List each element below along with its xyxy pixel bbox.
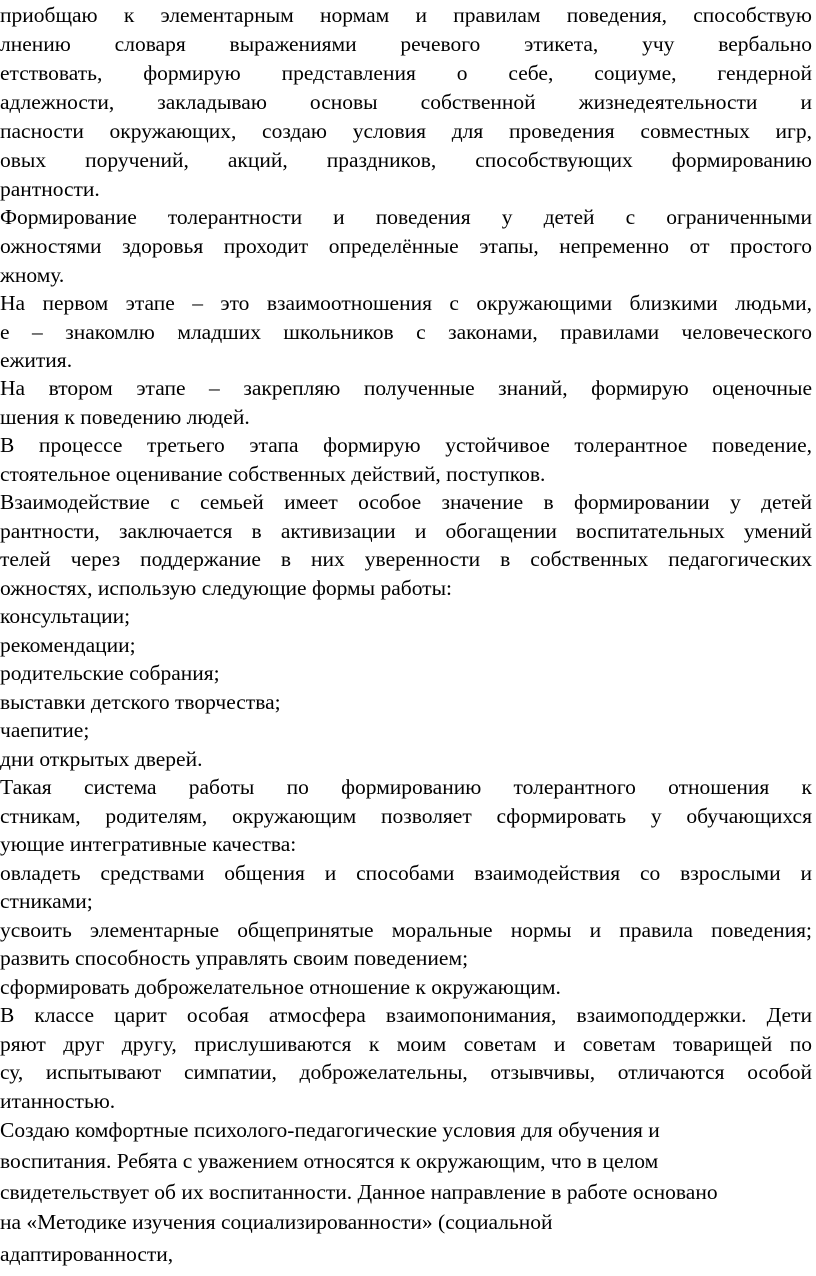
text-line: На первом этапе – это взаимоотношения с окружающими близкими людьми, xyxy=(0,291,812,315)
text-line: пасности окружающих, создаю условия для проведения совместных игр, xyxy=(0,119,812,143)
list-item: родительские собрания; xyxy=(0,661,220,685)
text-line: Формирование толерантности и поведения у детей с ограниченными xyxy=(0,205,812,229)
list-item: дни открытых дверей. xyxy=(0,747,203,771)
list-item: овладеть средствами общения и способами взаимодействия со взрослыми и xyxy=(0,861,812,885)
text-line: етствовать, формирую представления о себе, социуме, гендерной xyxy=(0,61,812,85)
list-item: консультации; xyxy=(0,604,131,628)
text-line: Такая система работы по формированию толерантного отношения к xyxy=(0,775,812,799)
list-item: стниками; xyxy=(0,889,93,913)
list-item: усвоить элементарные общепринятые моральные нормы и правила поведения; xyxy=(0,918,812,942)
text-line: ряют друг другу, прислушиваются к моим советам и советам товарищей по xyxy=(0,1032,812,1056)
text-line: Взаимодействие с семьей имеет особое значение в формировании у детей xyxy=(0,490,812,514)
text-line: рантности. xyxy=(0,177,100,201)
list-item: выставки детского творчества; xyxy=(0,690,281,714)
list-item: сформировать доброжелательное отношение к окружающим. xyxy=(0,975,561,999)
text-line: адлежности, закладываю основы собственной жизнедеятельности и xyxy=(0,90,812,114)
text-line: На втором этапе – закрепляю полученные знаний, формирую оценочные xyxy=(0,376,812,400)
text-line: Создаю комфортные психолого-педагогические условия для обучения и xyxy=(0,1118,660,1142)
text-line: на «Методике изучения социализированности» (социальной xyxy=(0,1210,553,1234)
text-line: В процессе третьего этапа формирую устойчивое толерантное поведение, xyxy=(0,433,812,457)
text-line: приобщаю к элементарным нормам и правилам поведения, способствую xyxy=(0,3,812,27)
text-line: шения к поведению людей. xyxy=(0,405,250,429)
text-line: рантности, заключается в активизации и обогащении воспитательных умений xyxy=(0,519,812,543)
text-line: су, испытывают симпатии, доброжелательны, отзывчивы, отличаются особой xyxy=(0,1060,812,1084)
text-line: свидетельствует об их воспитанности. Данное направление в работе основано xyxy=(0,1180,718,1204)
text-line: овых поручений, акций, праздников, способствующих формированию xyxy=(0,148,812,172)
text-line: е – знакомлю младших школьников с законами, правилами человеческого xyxy=(0,320,812,344)
text-line: стникам, родителям, окружающим позволяет сформировать у обучающихся xyxy=(0,804,812,828)
text-line: адаптированности, xyxy=(0,1242,174,1266)
text-line: лнению словаря выражениями речевого этикета, учу вербально xyxy=(0,32,812,56)
text-line: итанностью. xyxy=(0,1089,116,1113)
list-item: развить способность управлять своим поведением; xyxy=(0,946,469,970)
text-line: воспитания. Ребята с уважением относятся к окружающим, что в целом xyxy=(0,1149,659,1173)
text-line: ующие интегративные качества: xyxy=(0,832,297,856)
list-item: чаепитие; xyxy=(0,718,90,742)
text-line: жному. xyxy=(0,263,65,287)
text-line: телей через поддержание в них уверенности в собственных педагогических xyxy=(0,547,812,571)
text-line: ежития. xyxy=(0,348,73,372)
text-line: стоятельное оценивание собственных действий, поступков. xyxy=(0,462,546,486)
text-line: ожностями здоровья проходит определённые этапы, непременно от простого xyxy=(0,234,812,258)
list-item: рекомендации; xyxy=(0,633,136,657)
text-line: В классе царит особая атмосфера взаимопонимания, взаимоподдержки. Дети xyxy=(0,1003,812,1027)
text-line: ожностях, использую следующие формы работы: xyxy=(0,576,452,600)
